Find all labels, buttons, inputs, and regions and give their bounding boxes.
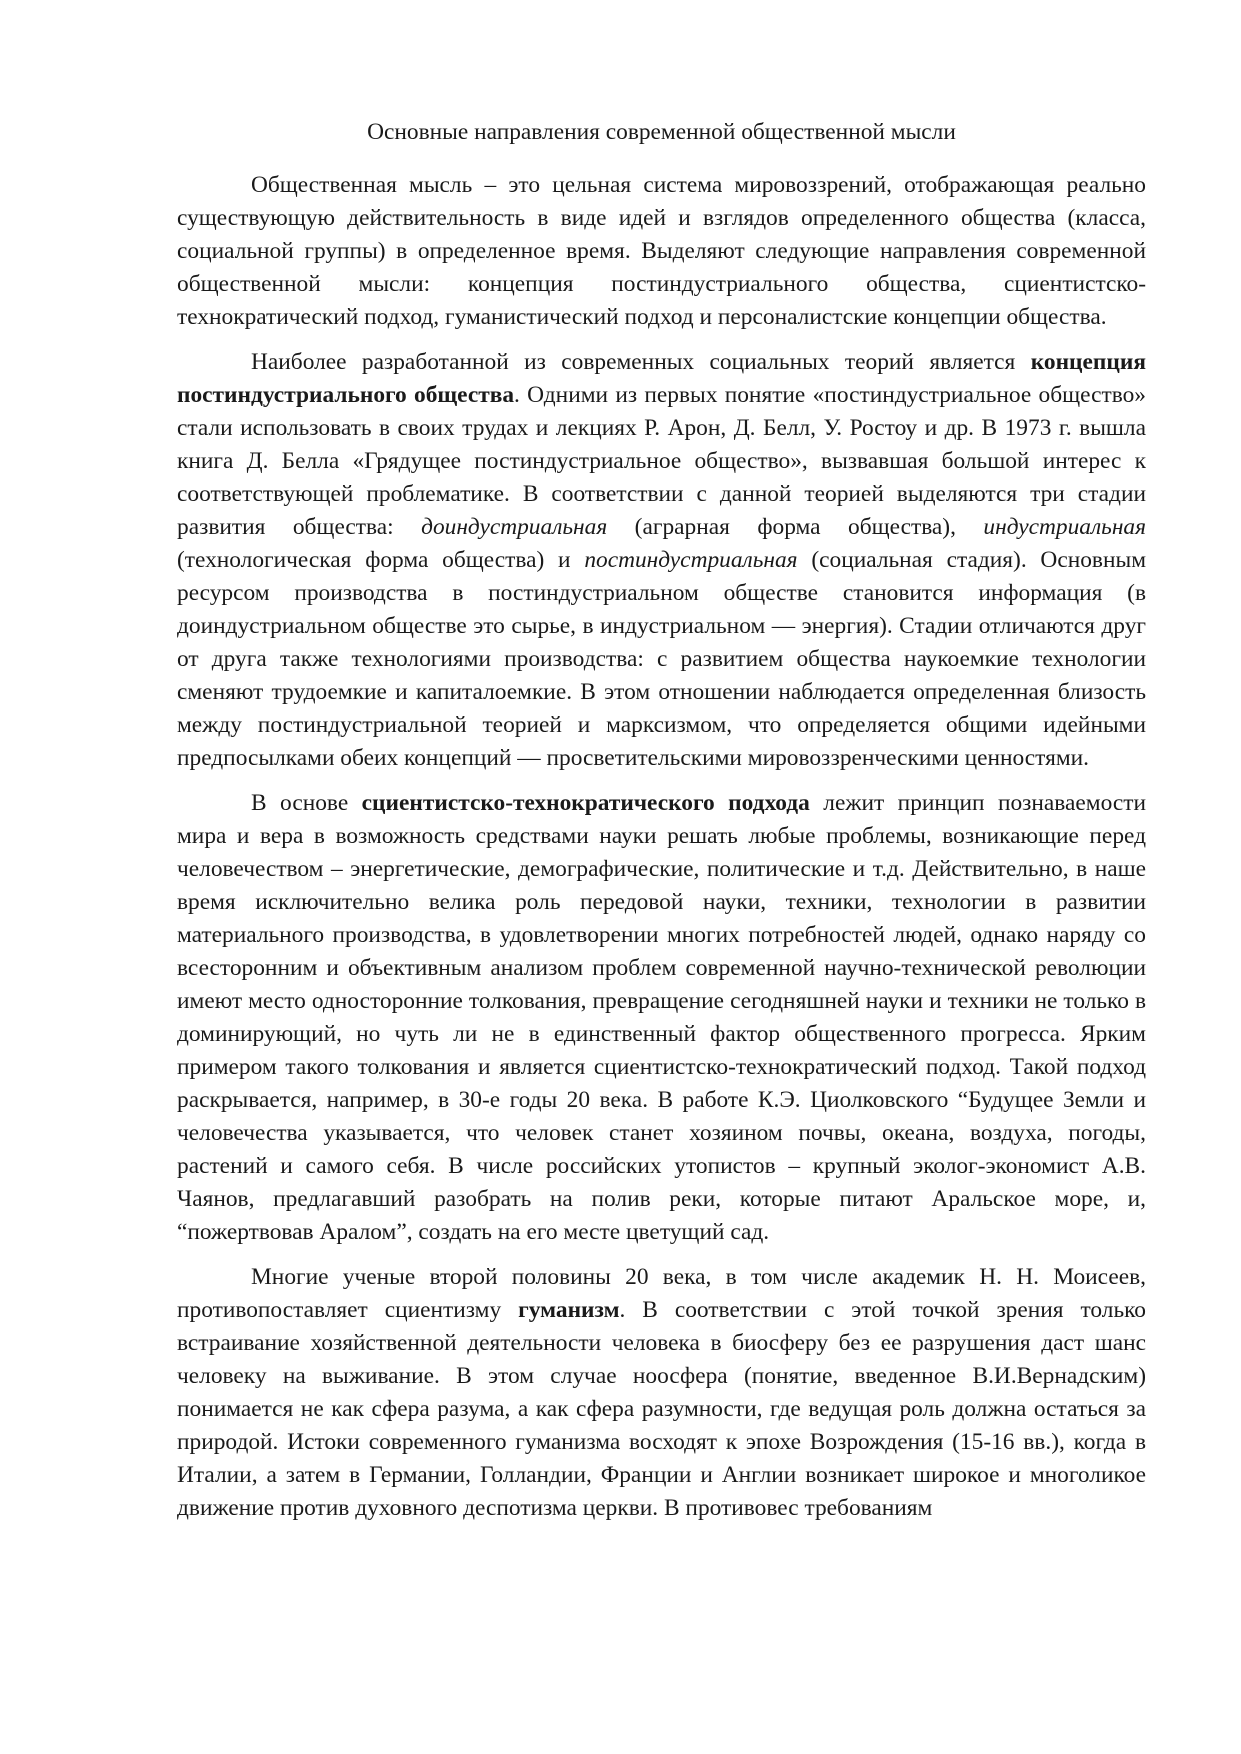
bold-term: концепция постиндустриального общества — [177, 349, 1146, 408]
text-run: (технологическая форма общества) и — [177, 547, 585, 573]
text-run: Наиболее разработанной из современных социальных теорий является — [251, 349, 1031, 375]
text-run: . Одними из первых понятие «постиндустриальное общество» стали использовать в своих трудах и лекциях Р. Арон, Д. Белл, У. Ростоу и др. В 1973 г. вышла книга Д. Белла «Грядущее постиндустриальное общество», вызвавшая большой интерес к соответствующей проблематике. В соответствии с данной теорией выделяются три стадии развития общества: — [177, 382, 1146, 540]
italic-term: индустриальная — [983, 514, 1147, 540]
document-body — [177, 116, 1146, 1537]
paragraph-scientism — [177, 787, 1146, 1249]
text-run: Многие ученые второй половины 20 века, в том числе академик Н. Н. Моисеев, противопоставляет сциентизму — [177, 1264, 1146, 1323]
paragraph-definition — [177, 169, 1146, 334]
text-run: Общественная мысль – это цельная система мировоззрений, отображающая реально существующую действительность в виде идей и взглядов определенного общества (класса, социальной группы) в определенное время. Выделяют следующие направления современной общественной мысли: концепция постиндустриального общества, сциентистско-технократический подход, гуманистический подход и персоналистские концепции общества. — [177, 172, 1146, 330]
paragraph-postindustrial — [177, 346, 1146, 775]
text-run: (аграрная форма общества), — [607, 514, 984, 540]
text-run: В основе — [251, 790, 362, 816]
document-title: Основные направления современной общественной мысли — [367, 119, 956, 145]
paragraph-humanism — [177, 1261, 1146, 1525]
italic-term: постиндустриальная — [584, 547, 798, 573]
italic-term: доиндустриальная — [421, 514, 608, 540]
text-run: . В соответствии с этой точкой зрения только встраивание хозяйственной деятельности человека в биосферу без ее разрушения даст шанс человеку на выживание. В этом случае ноосфера (понятие, введенное В.И.Вернадским) понимается не как сфера разума, а как сфера разумности, где ведущая роль должна остаться за природой. Истоки современного гуманизма восходят к эпохе Возрождения (15-16 вв.), когда в Италии, а затем в Германии, Голландии, Франции и Англии возникает широкое и многоликое движение против духовного деспотизма церкви. В противовес требованиям — [177, 1297, 1147, 1521]
text-run: лежит принцип познаваемости мира и вера в возможность средствами науки решать любые проблемы, возникающие перед человечеством – энергетические, демографические, политические и т.д. Действительно, в наше время исключительно велика роль передовой науки, техники, технологии в развитии материального производства, в удовлетворении многих потребностей людей, однако наряду со всесторонним и объективным анализом проблем современной научно-технической революции имеют место односторонние толкования, превращение сегодняшней науки и техники не только в доминирующий, но чуть ли не в единственный фактор общественного прогресса. Ярким примером такого толкования и является сциентистско-технократический подход. Такой подход раскрывается, например, в 30-е годы 20 века. В работе К.Э. Циолковского “Будущее Земли и человечества указывается, что человек станет хозяином почвы, океана, воздуха, погоды, растений и самого себя. В числе российских утопистов – крупный эколог-экономист А.В. Чаянов, предлагавший разобрать на полив реки, которые питают Аральское море, и, “пожертвовав Аралом”, создать на его месте цветущий сад. — [177, 790, 1146, 1245]
bold-term: гуманизм — [518, 1297, 620, 1323]
bold-term: сциентистско-технократического подхода — [361, 790, 810, 816]
text-run: (социальная стадия). Основным ресурсом производства в постиндустриальном обществе становится информация (в доиндустриальном обществе это сырье, в индустриальном — энергия). Стадии отличаются друг от друга также технологиями производства: с развитием общества наукоемкие технологии сменяют трудоемкие и капиталоемкие. В этом отношении наблюдается определенная близость между постиндустриальной теорией и марксизмом, что определяется общими идейными предпосылками обеих концепций — просветительскими мировоззренческими ценностями. — [177, 547, 1146, 771]
